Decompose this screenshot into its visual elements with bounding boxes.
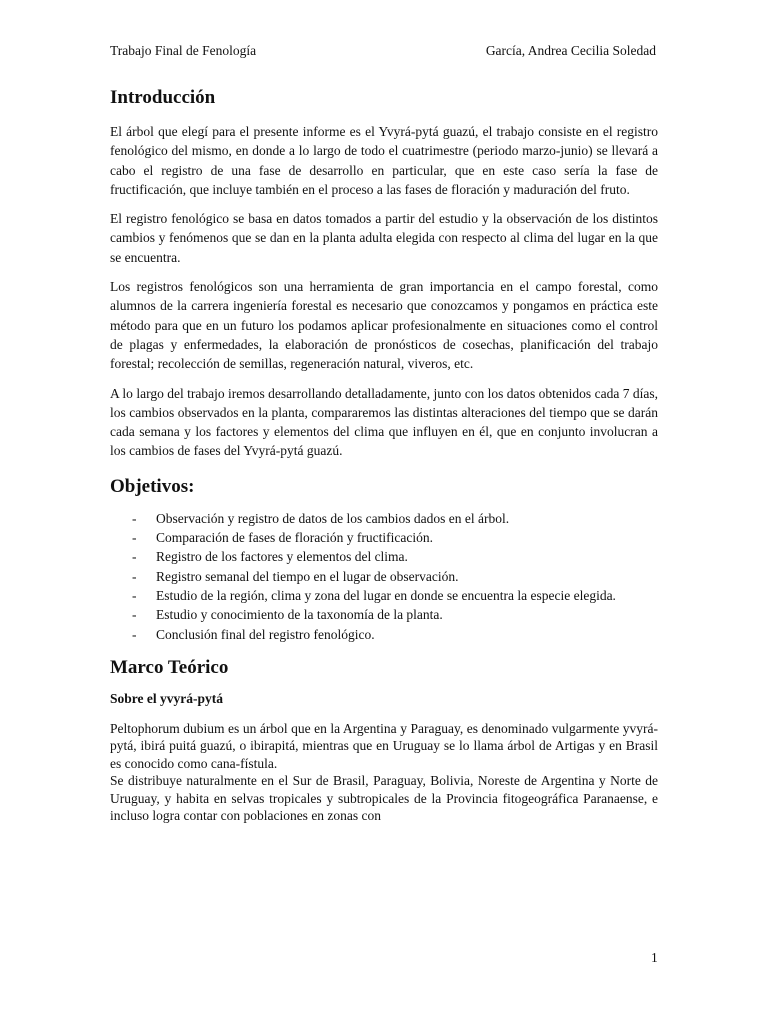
marco-paragraph-2: Se distribuye naturalmente en el Sur de Brasil, Paraguay, Bolivia, Noreste de Argentina y Norte de Uruguay, y habita en selvas tropicales y subtropicales de la Provincia fitogeográfica Paranaense, e incluso logra contar con poblaciones en zonas con — [110, 773, 658, 824]
objective-item: - Estudio y conocimiento de la taxonomía de la planta. — [110, 605, 658, 624]
objective-item: - Conclusión final del registro fenológico. — [110, 625, 658, 644]
objective-item: - Registro semanal del tiempo en el lugar de observación. — [110, 567, 658, 586]
intro-paragraph-3: Los registros fenológicos son una herramienta de gran importancia en el campo forestal, como alumnos de la carrera ingeniería forestal es necesario que conozcamos y pongamos en práctica este método para que en un futuro los podamos aplicar profesionalmente en situaciones como el control de plagas y enfermedades, la elaboración de pronósticos de cosechas, planificación del trabajo forestal; recolección de semillas, regeneración natural, viveros, etc. — [110, 279, 658, 372]
subsection-title-yvyra-pyta: Sobre el yvyrá-pytá — [110, 690, 223, 706]
section-title-introduccion: Introducción — [110, 87, 216, 108]
marco-paragraph-1: Peltophorum dubium es un árbol que en la Argentina y Paraguay, es denominado vulgarmente yvyrá-pytá, ibirá puitá guazú, o ibirapitá, mientras que en Uruguay se lo llama árbol de Artigas y en Brasil es conocido como cana-fístula. — [110, 720, 658, 771]
header-author: García, Andrea Cecilia Soledad — [485, 43, 656, 58]
bullet-dash: - — [132, 510, 137, 526]
objective-item: - Registro de los factores y elementos del clima. — [110, 547, 658, 566]
bullet-dash: - — [132, 568, 137, 584]
objective-item: - Estudio de la región, clima y zona del lugar en donde se encuentra la especie elegida. — [110, 586, 658, 605]
bullet-dash: - — [132, 626, 137, 642]
section-title-marco-teorico: Marco Teórico — [110, 656, 229, 678]
header-title: Trabajo Final de Fenología — [110, 43, 257, 58]
intro-paragraph-2: El registro fenológico se basa en datos tomados a partir del estudio y la observación de los distintos cambios y fenómenos que se dan en la planta adulta elegida con respecto al clima del lugar en la que se encuentra. — [110, 211, 658, 265]
objective-item: - Comparación de fases de floración y fructificación. — [110, 528, 658, 547]
page-number: 1 — [651, 950, 658, 965]
page-body — [110, 86, 658, 825]
intro-paragraph-4: A lo largo del trabajo iremos desarrollando detalladamente, junto con los datos obtenidos cada 7 días, los cambios observados en la planta, compararemos las distintas alteraciones del tiempo que se darán cada semana y los factores y elementos del clima que influyen en él, que en conjunto involucran a los cambios de fases del Yvyrá-pytá guazú. — [110, 385, 658, 459]
bullet-dash: - — [132, 607, 137, 623]
intro-paragraph-1: El árbol que elegí para el presente informe es el Yvyrá-pytá guazú, el trabajo consiste en el registro fenológico del mismo, en donde a lo largo de todo el cuatrimestre (periodo marzo-junio) se llevará a cabo el registro de una fase de desarrollo en particular, que en este caso sería la fase de fructificación, que incluye también en el proceso a las fases de floración y maduración del fruto. — [110, 124, 658, 197]
objectives-list — [110, 509, 658, 644]
marco-text — [110, 720, 658, 825]
bullet-dash: - — [132, 549, 137, 565]
page-header — [110, 43, 656, 63]
bullet-dash: - — [132, 587, 137, 603]
bullet-dash: - — [132, 530, 137, 546]
section-title-objetivos: Objetivos: — [110, 475, 195, 497]
objective-item: - Observación y registro de datos de los cambios dados en el árbol. — [110, 509, 658, 528]
